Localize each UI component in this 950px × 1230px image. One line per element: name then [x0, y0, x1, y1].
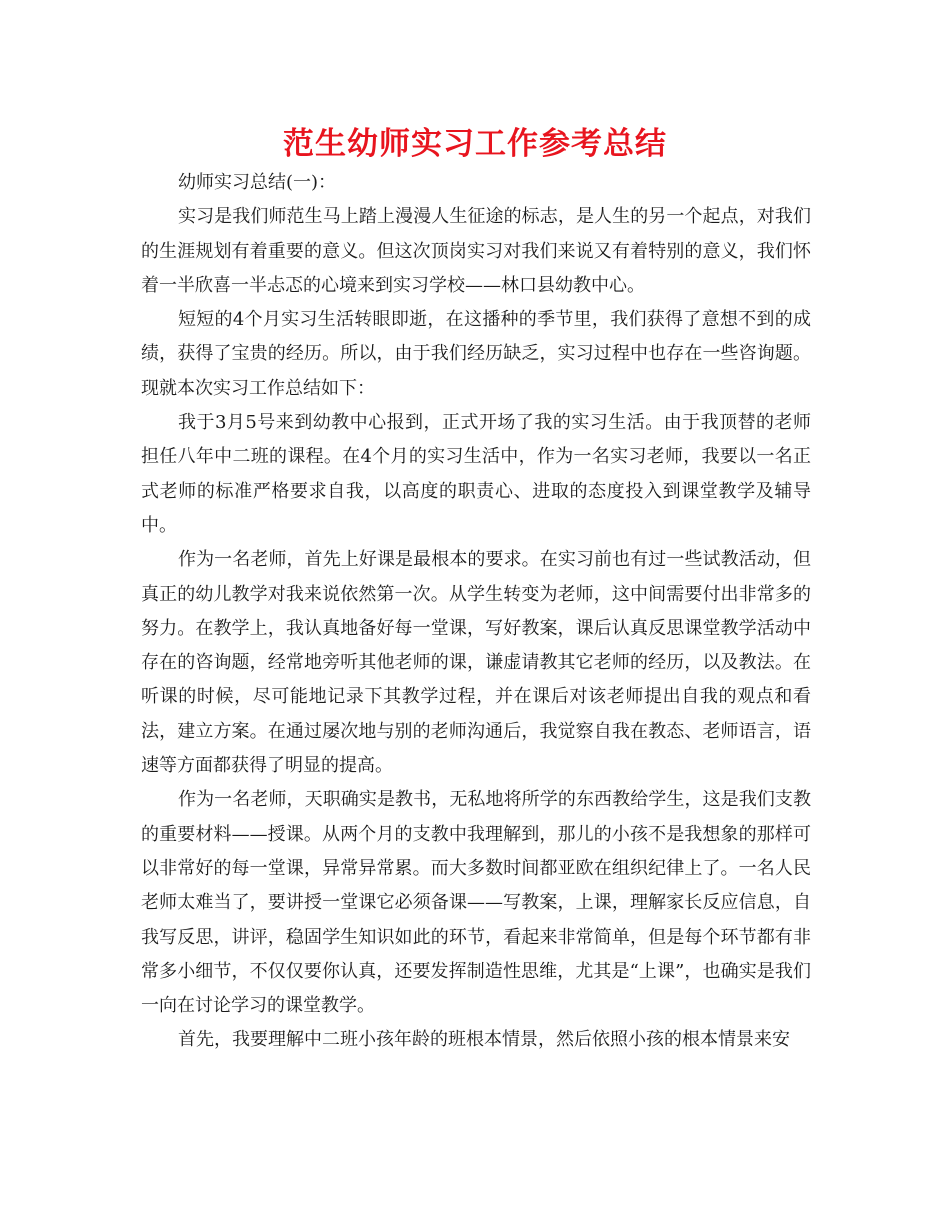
paragraph: 首先，我要理解中二班小孩年龄的班根本情景，然后依照小孩的根本情景来安	[178, 1029, 790, 1051]
document-body	[141, 166, 811, 1058]
paragraph: 我于3月5号来到幼教中心报到，正式开场了我的实习生活。由于我顶替的老师担任八年中二班的课程。在4个月的实习生活中，作为一名实习老师，我要以一名正式老师的标准严格要求自我，以高度的职责心、进取的态度投入到课堂教学及辅导中。	[141, 412, 811, 536]
paragraph: 作为一名老师，首先上好课是最根本的要求。在实习前也有过一些试教活动，但真正的幼儿教学对我来说依然第一次。从学生转变为老师，这中间需要付出非常多的努力。在教学上，我认真地备好每一堂课，写好教案，课后认真反思课堂教学活动中存在的咨询题，经常地旁听其他老师的课，谦虚请教其它老师的经历，以及教法。在听课的时候，尽可能地记录下其教学过程，并在课后对该老师提出自我的观点和看法，建立方案。在通过屡次地与别的老师沟通后，我觉察自我在教态、老师语言，语速等方面都获得了明显的提高。	[141, 549, 811, 777]
paragraph: 幼师实习总结(一)：	[178, 172, 337, 193]
document-title: 范生幼师实习工作参考总结	[283, 126, 667, 162]
paragraph: 短短的4个月实习生活转眼即逝，在这播种的季节里，我们获得了意想不到的成绩，获得了宝贵的经历。所以，由于我们经历缺乏，实习过程中也存在一些咨询题。现就本次实习工作总结如下：	[141, 309, 811, 399]
paragraph: 实习是我们师范生马上踏上漫漫人生征途的标志，是人生的另一个起点，对我们的生涯规划有着重要的意义。但这次顶岗实习对我们来说又有着特别的意义，我们怀着一半欣喜一半忐忑的心境来到实习学校——林口县幼教中心。	[141, 206, 811, 296]
paragraph: 作为一名老师，天职确实是教书，无私地将所学的东西教给学生，这是我们支教的重要材料——授课。从两个月的支教中我理解到，那儿的小孩不是我想象的那样可以非常好的每一堂课，异常异常累。而大多数时间都亚欧在组织纪律上了。一名人民老师太难当了，要讲授一堂课它必须备课——写教案，上课，理解家长反应信息，自我写反思，讲评，稳固学生知识如此的环节，看起来非常简单，但是每个环节都有非常多小细节，不仅仅要你认真，还要发挥制造性思维，尤其是“上课”，也确实是我们一向在讨论学习的课堂教学。	[141, 789, 811, 1017]
